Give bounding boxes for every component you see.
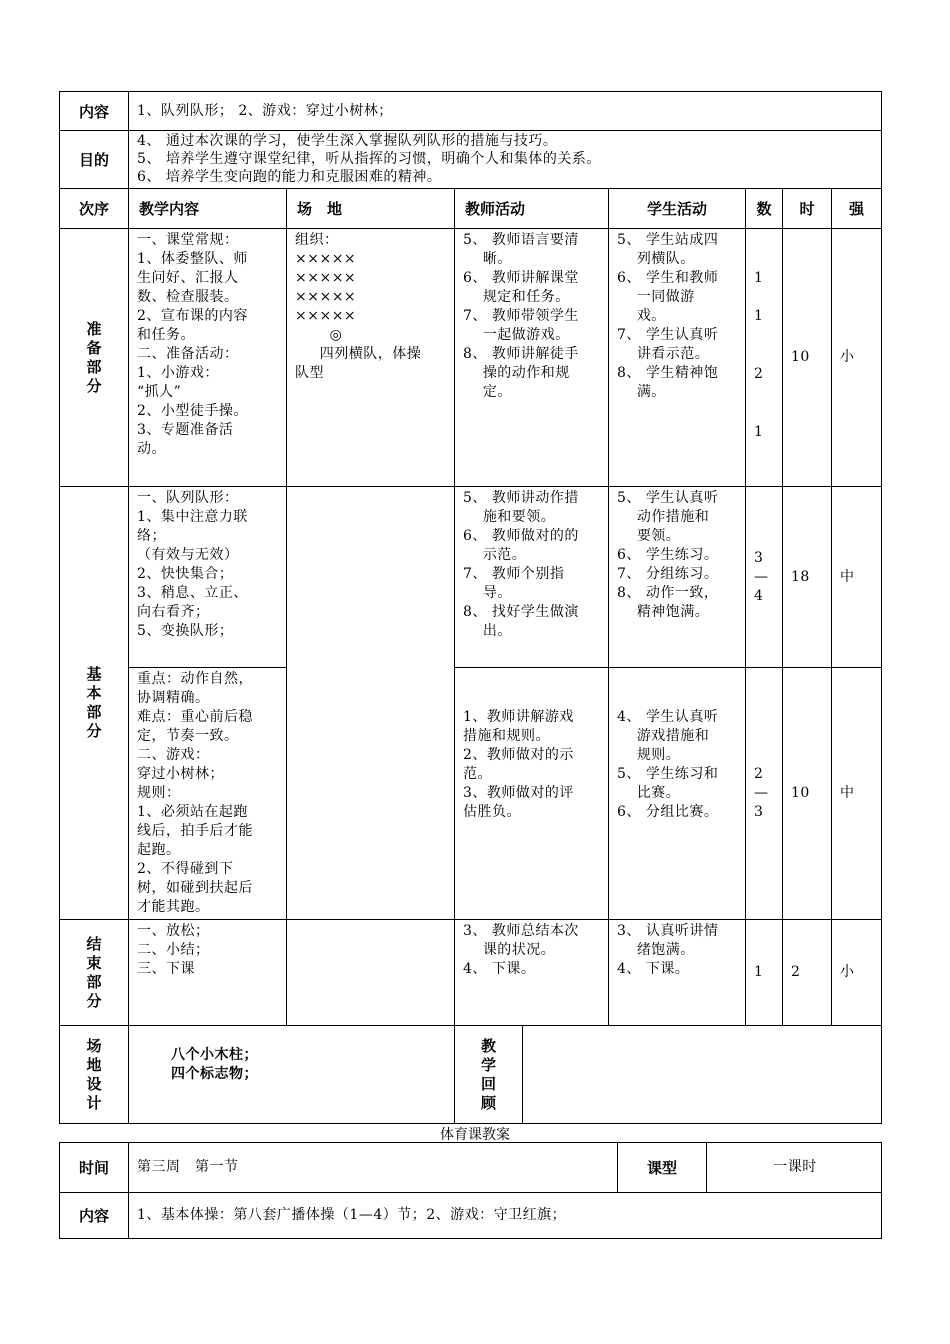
goal-label: 目的 (60, 131, 129, 189)
section-basic-label: 基 本 部 分 (60, 487, 129, 920)
prep-count: 1 1 2 1 (746, 229, 783, 487)
header-student: 学生活动 (609, 189, 746, 229)
end-time: 2 (783, 920, 832, 1026)
review-label: 教 学 回 顾 (455, 1026, 523, 1124)
lesson-plan-table (59, 91, 882, 1124)
site-design-label: 场 地 设 计 (60, 1026, 129, 1124)
lesson-plan-table-2 (59, 1142, 882, 1239)
header-teacher: 教师活动 (455, 189, 609, 229)
header-site: 场 地 (287, 189, 455, 229)
header-time: 时 (783, 189, 832, 229)
basic-part2-student: 4、 学生认真听 游戏措施和 规则。 5、 学生练习和 比赛。 6、 分组比赛。 (609, 668, 746, 920)
prep-intensity: 小 (832, 229, 882, 487)
basic-part1-time: 18 (783, 487, 832, 668)
content-text: 1、队列队形； 2、游戏：穿过小树林； (129, 92, 882, 131)
goal-item: 5、 培养学生遵守课堂纪律，听从指挥的习惯，明确个人和集体的关系。 (137, 151, 601, 167)
section-prep-label: 准 备 部 分 (60, 229, 129, 487)
header-count: 数 (746, 189, 783, 229)
content-label-2: 内容 (60, 1193, 129, 1239)
prep-teacher: 5、 教师语言要清 晰。 6、 教师讲解课堂 规定和任务。 7、 教师带领学生 一起做游戏。 8、 教师讲解徒手 操的动作和规 定。 (455, 229, 609, 487)
time-label: 时间 (60, 1143, 129, 1193)
basic-part2-count: 2 — 3 (746, 668, 783, 920)
section-end-label: 结 束 部 分 (60, 920, 129, 1026)
goal-item: 6、 培养学生变向跑的能力和克服困难的精神。 (137, 169, 442, 185)
lesson-type-label: 课型 (618, 1143, 707, 1193)
end-content: 一、放松； 二、小结； 三、下课 (129, 920, 287, 1026)
header-content: 教学内容 (129, 189, 287, 229)
basic-part2-content: 重点：动作自然， 协调精确。 难点：重心前后稳 定，节奏一致。 二、游戏： 穿过小树林； 规则： 1、必须站在起跑 线后，拍手后才能 起跑。 2、不得碰到下 树，如碰到扶起后 才能其跑。 (129, 668, 287, 920)
lesson-plan-caption: 体育课教案 (440, 1127, 510, 1143)
basic-part2-time: 10 (783, 668, 832, 920)
lesson-type-value: 一课时 (707, 1143, 882, 1193)
header-order: 次序 (60, 189, 129, 229)
basic-part1-content: 一、队列队形： 1、集中注意力联 络； （有效与无效） 2、快快集合； 3、稍息、立正、 向右看齐； 5、变换队形； (129, 487, 287, 668)
content-text-2: 1、基本体操：第八套广播体操（1—4）节；2、游戏：守卫红旗； (129, 1193, 882, 1239)
end-count: 1 (746, 920, 783, 1026)
prep-time: 10 (783, 229, 832, 487)
review-area (523, 1026, 882, 1124)
prep-site: 组织： ××××× ××××× ××××× ××××× ◎ 四列横队，体操 队型 (287, 229, 455, 487)
basic-site (287, 487, 455, 920)
end-site (287, 920, 455, 1026)
header-intensity: 强 (832, 189, 882, 229)
prep-student: 5、 学生站成四 列横队。 6、 学生和教师 一同做游 戏。 7、 学生认真听 讲看示范。 8、 学生精神饱 满。 (609, 229, 746, 487)
prep-content: 一、课堂常规： 1、体委整队、师 生问好、汇报人 数、检查服装。 2、宣布课的内容 和任务。 二、准备活动： 1、小游戏： “抓人” 2、小型徒手操。 3、专题准备活 动。 (129, 229, 287, 487)
goal-item: 4、 通过本次课的学习，使学生深入掌握队列队形的措施与技巧。 (137, 133, 558, 149)
basic-part1-teacher: 5、 教师讲动作措 施和要领。 6、 教师做对的的 示范。 7、 教师个别指 导。 8、 找好学生做演 出。 (455, 487, 609, 668)
time-value: 第三周 第一节 (129, 1143, 618, 1193)
basic-part2-teacher: 1、教师讲解游戏 措施和规则。 2、教师做对的示 范。 3、教师做对的评 估胜负。 (455, 668, 609, 920)
end-intensity: 小 (832, 920, 882, 1026)
end-student: 3、 认真听讲情 绪饱满。 4、 下课。 (609, 920, 746, 1026)
basic-part1-student: 5、 学生认真听 动作措施和 要领。 6、 学生练习。 7、 分组练习。 8、 动作一致， 精神饱满。 (609, 487, 746, 668)
basic-part1-count: 3 — 4 (746, 487, 783, 668)
site-design-items: 八个小木柱； 四个标志物； (129, 1026, 455, 1124)
basic-part2-intensity: 中 (832, 668, 882, 920)
basic-part1-intensity: 中 (832, 487, 882, 668)
goals-list (129, 131, 882, 189)
end-teacher: 3、 教师总结本次 课的状况。 4、 下课。 (455, 920, 609, 1026)
content-label: 内容 (60, 92, 129, 131)
